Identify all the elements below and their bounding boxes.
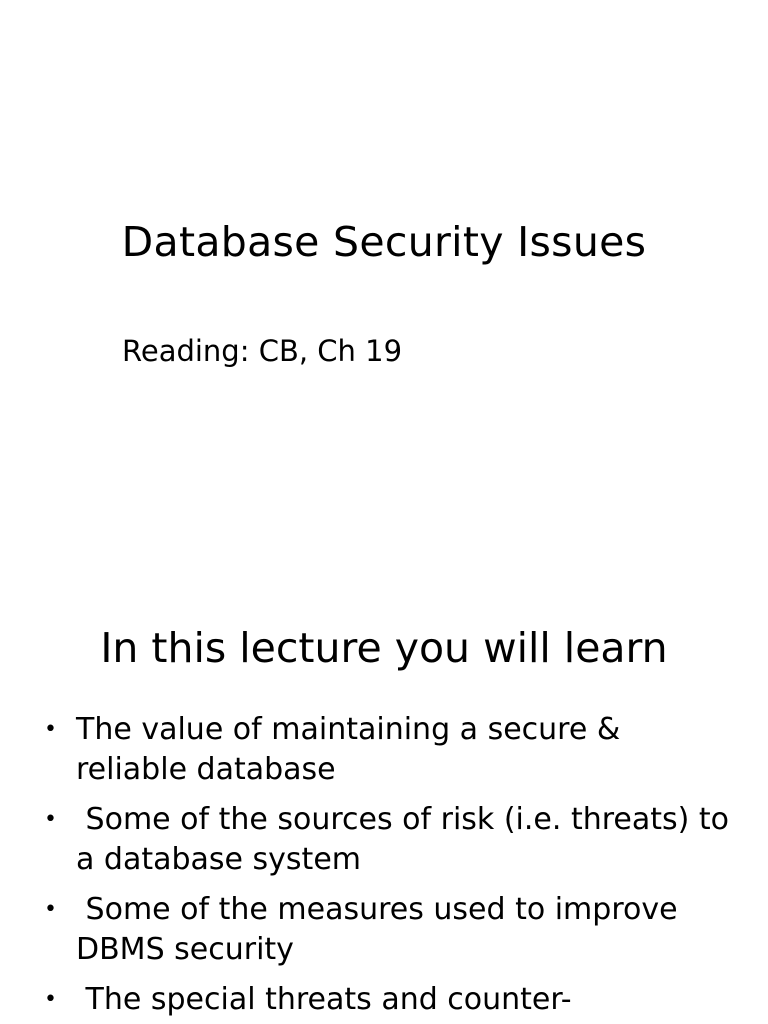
bullet-text: The value of maintaining a secure & reliable database — [76, 712, 621, 787]
slide-learning-outcomes — [0, 576, 768, 1024]
bullet-item — [40, 980, 740, 1020]
bullet-list — [40, 710, 740, 1024]
bullet-text: The special threats and counter- — [76, 982, 572, 1017]
bullet-text: Some of the measures used to improve DBMS security — [76, 892, 688, 967]
bullet-item — [40, 890, 740, 970]
bullet-item — [40, 800, 740, 880]
bullet-icon: • — [44, 987, 57, 1012]
slide-heading: In this lecture you will learn — [100, 624, 668, 672]
bullet-icon: • — [44, 807, 57, 832]
bullet-icon: • — [44, 717, 57, 742]
bullet-item — [40, 710, 740, 790]
bullet-icon: • — [44, 897, 57, 922]
slide-title-heading: Database Security Issues — [121, 218, 647, 266]
slide-subtitle-reading: Reading: CB, Ch 19 — [122, 334, 403, 368]
bullet-text: Some of the sources of risk (i.e. threats) to a database system — [76, 802, 739, 877]
